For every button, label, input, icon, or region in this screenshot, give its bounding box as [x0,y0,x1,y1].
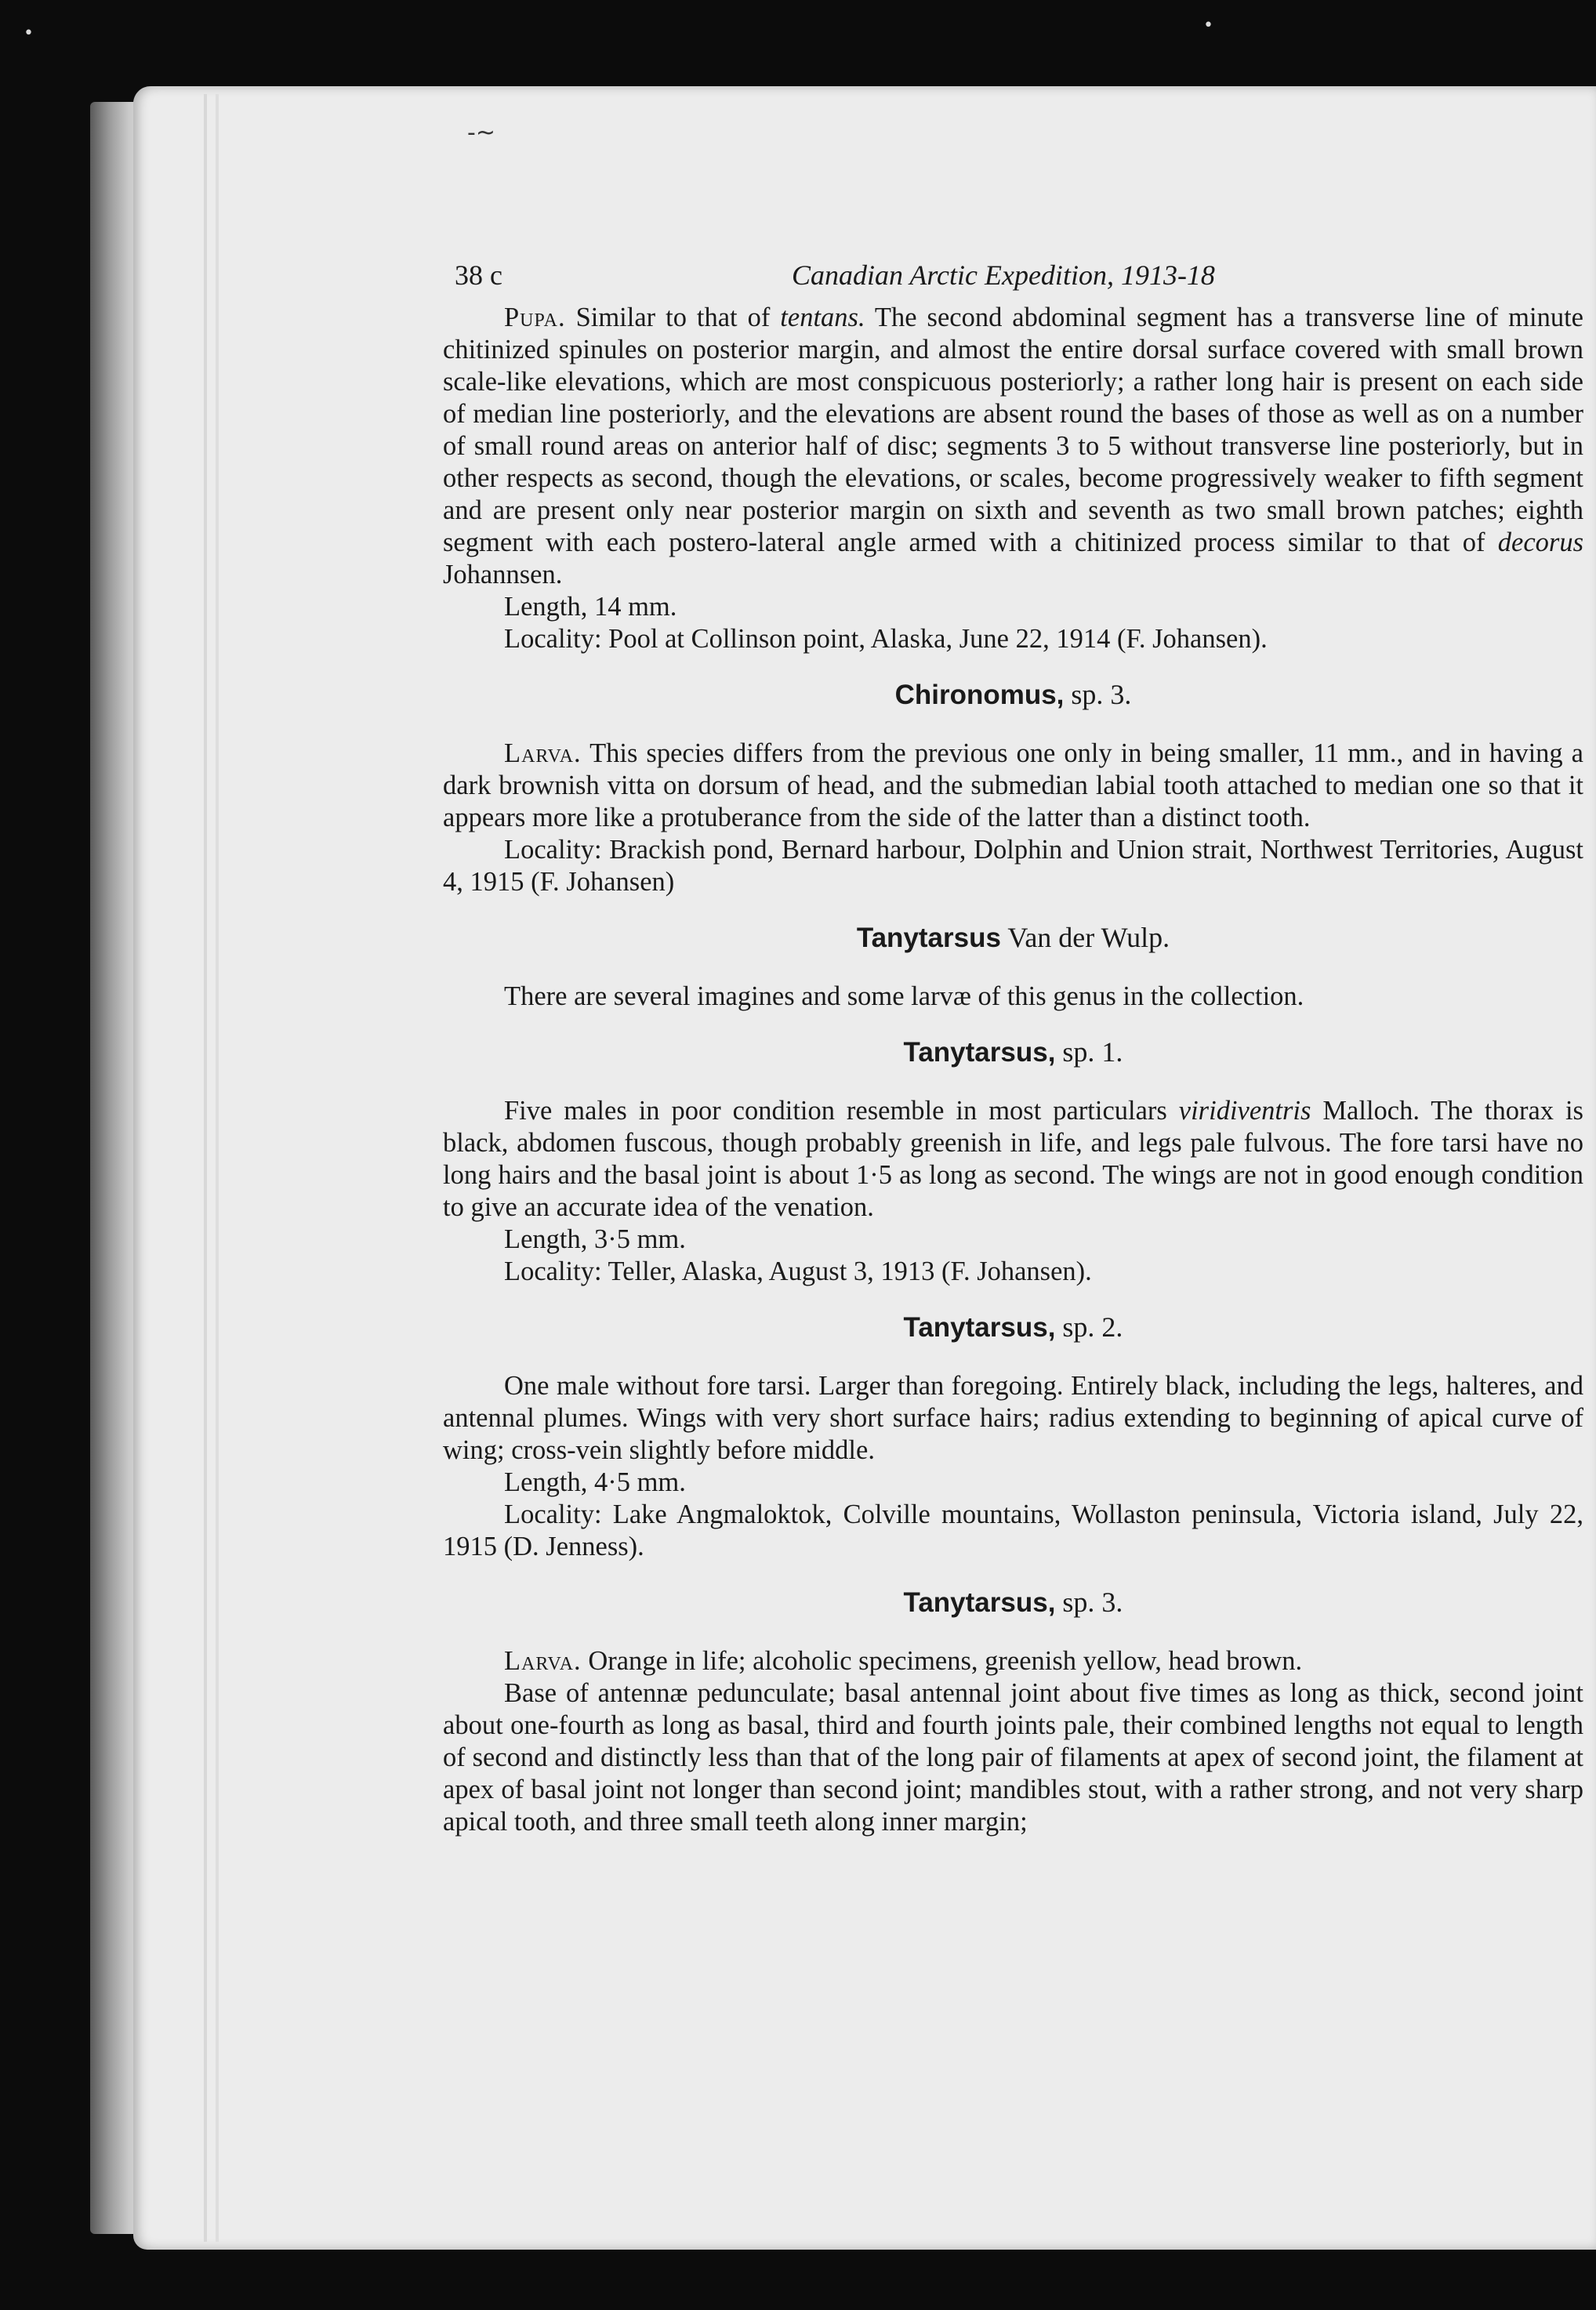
tanytarsus-sp1-length: Length, 3·5 mm. [504,1224,686,1254]
page-edge-line [216,94,219,2242]
pupa-locality: Locality: Pool at Collinson point, Alaska, June 22, 1914 (F. Johansen). [504,624,1268,654]
tanytarsus-sp1-locality: Locality: Teller, Alaska, August 3, 1913 (F. Johansen). [504,1257,1092,1286]
scan-fleck: • [1203,16,1213,35]
page-edge-line [204,94,207,2242]
tanytarsus-genus-note: There are several imagines and some larvæ of this genus in the collection. [504,981,1304,1011]
genus-author: Van der Wulp. [1000,922,1170,953]
section-heading-chironomus-sp3 [443,679,1583,711]
species-name-decorus: decorus [1497,528,1583,557]
genus-name: Tanytarsus, [903,1587,1056,1618]
description-text: Malloch. The thorax is black, abdomen fuscous, though probably greenish in life, and legs pale fulvous. The fore tarsi have no long hairs and the basal joint is about 1·5 as long as second. The wings are not in good enough condition to give an accurate idea of the venation. [443,1096,1583,1222]
genus-name: Chironomus, [894,680,1065,710]
species-suffix: sp. 3. [1064,679,1132,710]
scan-artifact-mark: -~ [467,119,495,147]
pupa-length: Length, 14 mm. [504,592,677,622]
pupa-text: Johannsen. [443,560,563,589]
species-name-viridiventris: viridiventris [1178,1096,1311,1126]
running-header [455,259,1301,293]
section-heading-tanytarsus-sp3 [443,1587,1583,1619]
genus-name: Tanytarsus, [903,1037,1056,1068]
page-content [443,302,1583,1838]
species-suffix: sp. 3. [1055,1587,1123,1618]
section-heading-tanytarsus-sp1 [443,1036,1583,1068]
tanytarsus-sp1-description [443,1095,1583,1224]
chironomus-locality: Locality: Brackish pond, Bernard harbour, Dolphin and Union strait, Northwest Territories, August 4, 1915 (F. Johansen) [443,835,1583,897]
scan-fleck: • [24,24,34,43]
section-heading-tanytarsus-sp2 [443,1311,1583,1344]
page-number: 38 c [455,259,502,291]
running-title: Canadian Arctic Expedition, 1913-18 [792,259,1215,291]
species-name-tentans: tentans. [780,303,865,332]
pupa-text: The second abdominal segment has a transverse line of minute chitinized spinules on posterior margin, and almost the entire dorsal surface covered with small brown scale-like elevations, which are most conspicuous posteriorly; a rather long hair is present on each side of median line posteriorly, and the elevations are absent round the bases of those as well as on a number of small round areas on anterior half of disc; segments 3 to 5 without transverse line posteriorly, but in other respects as second, though the elevations, or scales, become progressively weaker to fifth segment and are present only near posterior margin on sixth and seventh as two small brown patches; eighth segment with each postero-lateral angle armed with a chitinized process similar to that of [443,303,1583,557]
larva-label: Larva. [504,1646,582,1676]
genus-name: Tanytarsus [856,923,1001,953]
pupa-label: Pupa. [504,303,566,332]
tanytarsus-sp2-length: Length, 4·5 mm. [504,1467,686,1497]
larva-label: Larva. [504,738,582,768]
larva-text: Orange in life; alcoholic specimens, greenish yellow, head brown. [581,1646,1303,1676]
pupa-text: Similar to that of [565,303,781,332]
species-suffix: sp. 2. [1055,1311,1123,1343]
chironomus-larva-description [443,738,1583,834]
tanytarsus-sp2-description: One male without fore tarsi. Larger than foregoing. Entirely black, including the legs, halteres, and antennal plumes. Wings with very short surface hairs; radius extending to beginning of apical curve of wing; cross-vein slightly before middle. [443,1371,1583,1465]
genus-name: Tanytarsus, [903,1312,1056,1343]
pupa-description [443,302,1583,591]
section-heading-tanytarsus [443,922,1583,954]
description-text: Five males in poor condition resemble in most particulars [504,1096,1179,1126]
tanytarsus-sp3-antennae: Base of antennæ pedunculate; basal antennal joint about five times as long as thick, second joint about one-fourth as long as basal, third and fourth joints pale, their combined lengths not equal to length of second and distinctly less than that of the long pair of filaments at apex of second joint, the filament at apex of basal joint not longer than second joint; mandibles stout, with a rather strong, and not very sharp apical tooth, and three small teeth along inner margin; [443,1678,1583,1837]
larva-text: This species differs from the previous one only in being smaller, 11 mm., and in having a dark brownish vitta on dorsum of head, and the submedian labial tooth attached to median one so that it appears more like a protuberance from the side of the latter than a distinct tooth. [443,738,1583,832]
species-suffix: sp. 1. [1055,1036,1123,1068]
tanytarsus-sp3-larva [443,1645,1583,1677]
tanytarsus-sp2-locality: Locality: Lake Angmaloktok, Colville mountains, Wollaston peninsula, Victoria island, July 22, 1915 (D. Jenness). [443,1500,1583,1561]
